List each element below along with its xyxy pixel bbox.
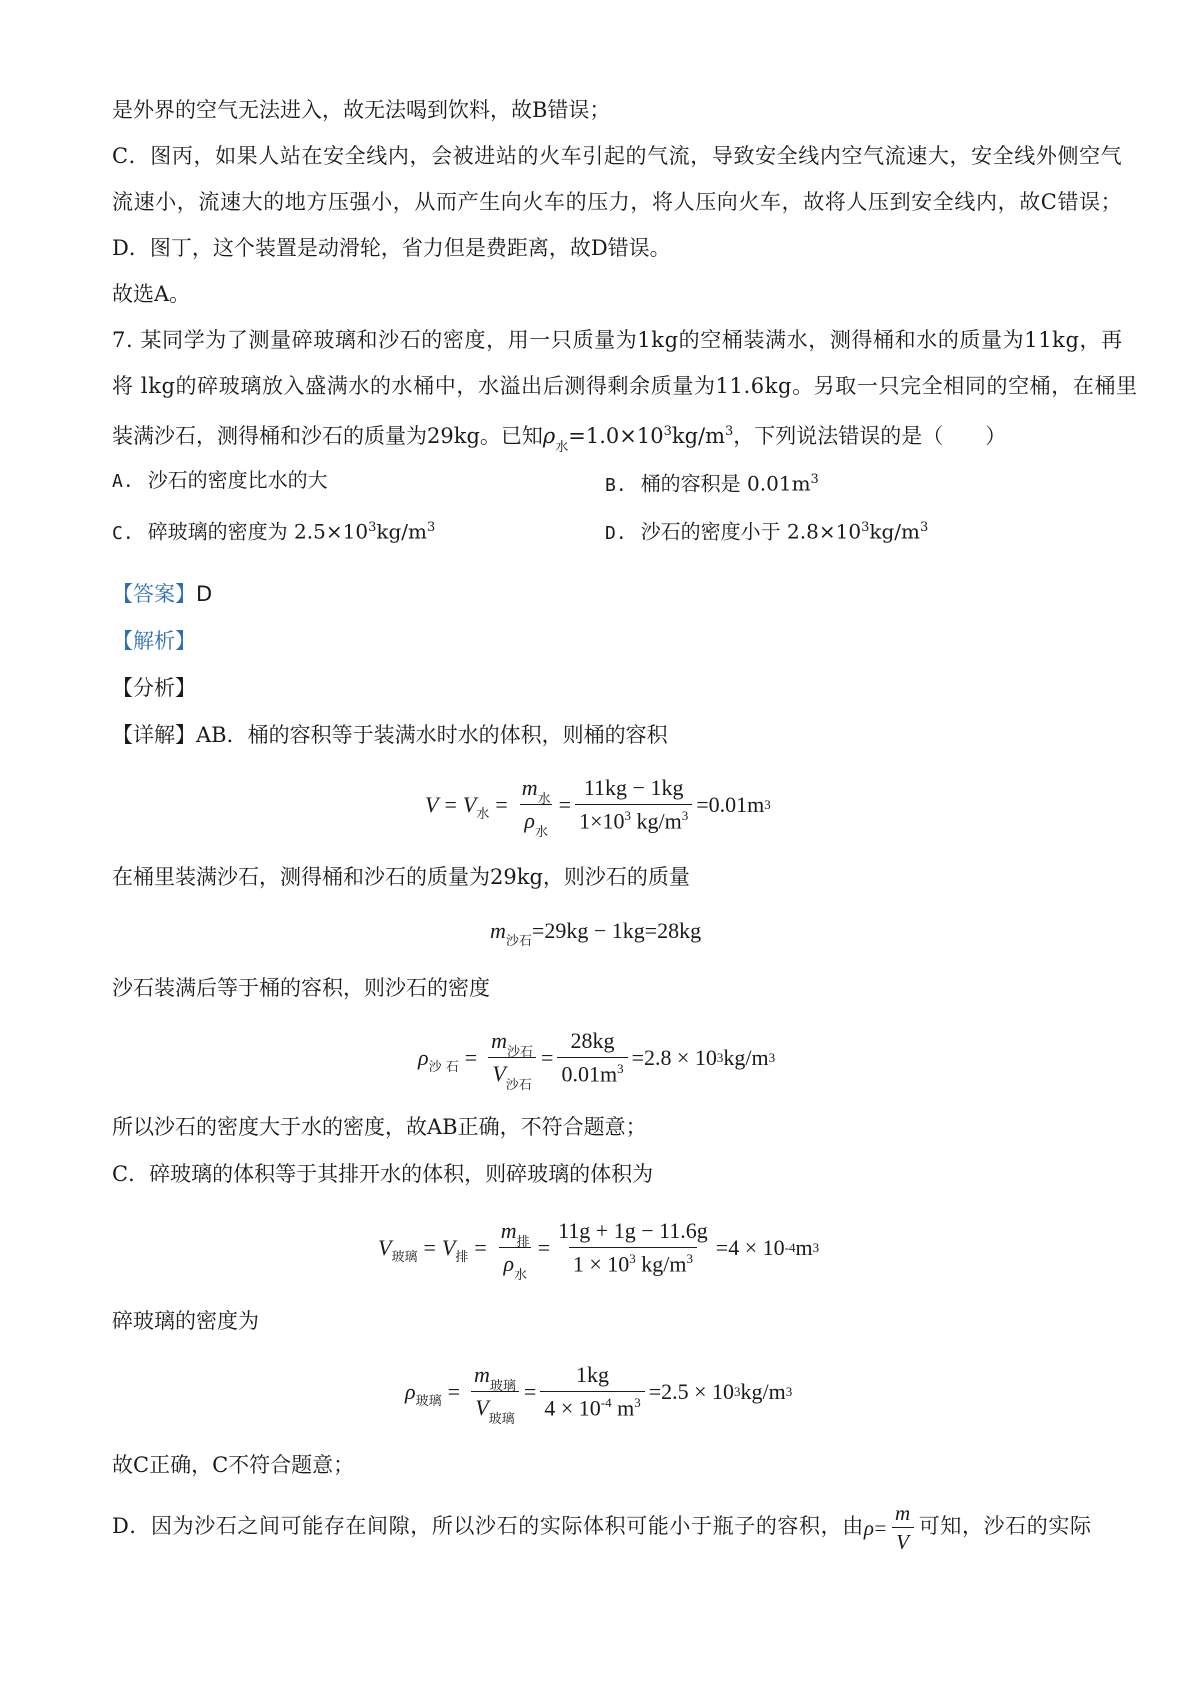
- den-unit: kg/m: [635, 1251, 687, 1277]
- analysis-label: 【解析】: [112, 629, 196, 653]
- result-exp: 3: [734, 1383, 741, 1399]
- result-unit-exp: 3: [785, 1383, 793, 1399]
- numerator: 11kg − 1kg: [583, 775, 684, 800]
- den-unit: m: [611, 1395, 635, 1421]
- option-d: [605, 513, 928, 549]
- option-b: [605, 465, 819, 501]
- var-v: V: [378, 1234, 392, 1260]
- denominator: 1×10: [579, 808, 625, 834]
- unit-exponent: 3: [725, 424, 734, 439]
- sub-water: 水: [476, 807, 490, 823]
- paragraph-c-line1: C．图丙，如果人站在安全线内，会被进站的火车引起的气流，导致安全线内空气流速大，安全线外侧空气: [112, 144, 1123, 168]
- sub-glass: 玻璃: [488, 1412, 515, 1428]
- detail-text-8: [112, 1502, 1092, 1553]
- den-exp: 3: [624, 808, 632, 823]
- var-m: m: [521, 775, 538, 801]
- var-m: m: [894, 1501, 911, 1525]
- option-a-text: 沙石的密度比水的大: [147, 468, 328, 492]
- var-rho: ρ: [503, 1251, 514, 1277]
- option-c-text: 碎玻璃的密度为 2.5×10: [147, 519, 369, 544]
- equals: =: [874, 1515, 887, 1540]
- var-v: V: [441, 1234, 456, 1260]
- unit: kg/m: [671, 424, 726, 448]
- result-exp: 3: [716, 1049, 724, 1065]
- answer-label: 【答案】: [112, 582, 196, 606]
- question-7-line2: 将 lkg的碎玻璃放入盛满水的水桶中，水溢出后测得剩余质量为11.6kg。另取一只完全相同的空桶，在桶里: [112, 374, 1138, 398]
- frac-m-over-rho: [497, 1218, 534, 1284]
- detail-text-8-pre: D．因为沙石之间可能存在间隙，所以沙石的实际体积可能小于瓶子的容积，由: [112, 1514, 864, 1538]
- result-unit: kg/m: [723, 1044, 769, 1070]
- den-unit-exp: 3: [681, 808, 689, 823]
- option-c-unit-exponent: 3: [426, 520, 436, 535]
- sub-displaced: 排: [455, 1250, 469, 1266]
- option-d-exponent: 3: [861, 520, 870, 535]
- option-b-exponent: 3: [810, 472, 819, 487]
- den-exp: -4: [600, 1395, 612, 1410]
- question-7-line1: 7. 某同学为了测量碎玻璃和沙石的密度，用一只质量为1kg的空桶装满水，测得桶和水的质量为11kg，再: [112, 328, 1123, 352]
- option-c-exponent: 3: [368, 520, 377, 535]
- rho-symbol: ρ: [542, 424, 556, 448]
- sub-sand: 沙石: [505, 933, 532, 949]
- denominator: 0.01m: [561, 1061, 618, 1087]
- frac-numeric: [554, 1218, 712, 1277]
- den-unit: kg/m: [631, 808, 682, 834]
- paragraph-c-line2: 流速小，流速大的地方压强小，从而产生向火车的压力，将人压向火车，故将人压到安全线内，故C错误；: [112, 190, 1123, 214]
- var-v: V: [492, 1061, 506, 1087]
- formula-glass-density: ρ 玻璃 = $\frac{m_{玻璃}}{V_{玻璃}}$ = $\frac{1kg}{4 \times 10^{-4} m^3}$ =2.5 × 10 3 kg/m 3: [405, 1362, 793, 1428]
- result-unit-exp: 3: [812, 1239, 820, 1255]
- var-rho: ρ: [418, 1044, 429, 1070]
- frac-numeric: [575, 775, 692, 834]
- paragraph-d: D．图丁，这个装置是动滑轮，省力但是费距离，故D错误。: [112, 236, 671, 260]
- frac-numeric: [557, 1028, 627, 1087]
- option-d-letter: D.: [605, 522, 627, 544]
- detail-ab-text: AB．桶的容积等于装满水时水的体积，则桶的容积: [196, 723, 668, 747]
- sub-glass: 玻璃: [391, 1250, 418, 1266]
- denominator: 4 × 10: [544, 1395, 601, 1421]
- sub-water: 水: [534, 825, 548, 841]
- den-unit-exp: 3: [634, 1395, 641, 1410]
- question-text: 装满沙石，测得桶和沙石的质量为29kg。已知: [112, 424, 543, 448]
- detail-text-4: 所以沙石的密度大于水的密度，故AB正确，不符合题意；: [112, 1115, 647, 1139]
- den-exp: 3: [617, 1061, 624, 1076]
- sub-glass: 玻璃: [489, 1379, 516, 1395]
- question-tail: ，下列说法错误的是（ ）: [733, 424, 1007, 448]
- detail-text-5: C．碎玻璃的体积等于其排开水的体积，则碎玻璃的体积为: [112, 1162, 654, 1186]
- detail-text-6: 碎玻璃的密度为: [112, 1309, 259, 1333]
- result-unit: kg/m: [740, 1378, 786, 1404]
- option-c-unit: kg/m: [376, 519, 427, 544]
- numerator: 1kg: [576, 1362, 610, 1387]
- question-7-line3: [112, 417, 1006, 455]
- var-v: V: [475, 1395, 489, 1421]
- result: =2.5 × 10: [648, 1378, 735, 1404]
- option-d-unit: kg/m: [869, 519, 920, 544]
- sub-sand: 沙石: [505, 1078, 532, 1094]
- denominator: 1 × 10: [572, 1251, 630, 1277]
- formula-sand-density: ρ 沙 石 = $\frac{m_{沙石}}{V_{沙石}}$ = $\frac{28kg}{0.01m^3}$ =2.8 × 10 3 kg/m 3: [418, 1028, 776, 1094]
- var-rho: ρ: [524, 808, 535, 834]
- sub-sand: 沙石: [507, 1045, 534, 1061]
- rho-subscript: 水: [555, 440, 569, 455]
- frac-numeric: [540, 1362, 644, 1421]
- option-c-letter: C.: [112, 522, 134, 544]
- frac-m-over-rho: [518, 775, 555, 841]
- detail-text-8-post: 可知，沙石的实际: [918, 1514, 1092, 1538]
- paragraph-choose-a: 故选A。: [112, 282, 191, 306]
- var-rho: ρ: [863, 1515, 875, 1540]
- formula-bucket-volume: V = V 水 = $\frac{m_水}{\rho_水}$ = $\frac{11kg - 1kg}{1\times 10^3 kg/m^3}$ =0.01m 3: [425, 775, 771, 841]
- exponent: 3: [663, 424, 672, 439]
- mass-expression: =29kg − 1kg=28kg: [531, 918, 702, 943]
- var-m: m: [491, 1028, 508, 1054]
- frac-m-over-v: [470, 1362, 520, 1428]
- var-rho: ρ: [405, 1378, 416, 1404]
- density-value: =1.0×10: [568, 424, 664, 448]
- sub-displaced: 排: [516, 1235, 530, 1251]
- var-m: m: [474, 1362, 490, 1388]
- var-v: V: [425, 791, 439, 817]
- option-c: [112, 513, 435, 549]
- paragraph-b-conclusion: 是外界的空气无法进入，故无法喝到饮料，故B错误；: [112, 98, 611, 122]
- option-b-letter: B.: [605, 474, 627, 496]
- option-d-unit-exponent: 3: [919, 520, 929, 535]
- numerator: 28kg: [570, 1028, 615, 1053]
- formula-sand-mass: [490, 918, 702, 949]
- var-v-water: V: [462, 791, 477, 817]
- detail-ab-line: [112, 720, 668, 750]
- sub-sand: 沙 石: [428, 1060, 459, 1076]
- equals: =: [444, 791, 457, 817]
- detail-text-7: 故C正确，C不符合题意；: [112, 1453, 355, 1477]
- answer-value: D: [196, 582, 213, 606]
- formula-density-definition: [864, 1502, 919, 1553]
- sub-glass: 玻璃: [415, 1394, 442, 1410]
- frac-m-over-v: [487, 1028, 537, 1094]
- detail-text-2: 在桶里装满沙石，测得桶和沙石的质量为29kg，则沙石的质量: [112, 865, 690, 889]
- den-unit-exp: 3: [686, 1251, 694, 1266]
- result-exp: 3: [764, 796, 771, 812]
- numerator: 11g + 1g − 11.6g: [558, 1218, 708, 1243]
- var-m: m: [490, 918, 506, 943]
- den-exp: 3: [629, 1251, 636, 1266]
- detail-text-3: 沙石装满后等于桶的容积，则沙石的密度: [112, 976, 490, 1000]
- option-a-letter: A.: [112, 471, 134, 492]
- formula-glass-volume: V 玻璃 = V 排 = $\frac{m_排}{\rho_水}$ = $\frac{11g + 1g - 11.6g}{1 \times 10^3 kg/m^3}$ =4 × 10 -4 m 3: [378, 1218, 820, 1284]
- frac-m-over-v: [891, 1502, 915, 1553]
- detail-label: 【详解】: [112, 723, 196, 747]
- fenxi-label: 【分析】: [112, 676, 196, 700]
- sub-water: 水: [537, 792, 551, 808]
- result-unit-exp: 3: [768, 1049, 776, 1065]
- answer-line: [112, 579, 212, 609]
- var-m: m: [500, 1218, 517, 1244]
- option-d-text: 沙石的密度小于 2.8×10: [640, 519, 862, 544]
- sub-water: 水: [514, 1268, 528, 1284]
- result: =2.8 × 10: [631, 1044, 717, 1070]
- result-exp: -4: [784, 1239, 796, 1255]
- var-v: V: [896, 1530, 910, 1554]
- result: =0.01m: [696, 791, 765, 817]
- option-a: [112, 465, 328, 497]
- option-b-text: 桶的容积是 0.01m: [640, 471, 811, 496]
- result-unit: m: [795, 1234, 813, 1260]
- result: =4 × 10: [715, 1234, 785, 1260]
